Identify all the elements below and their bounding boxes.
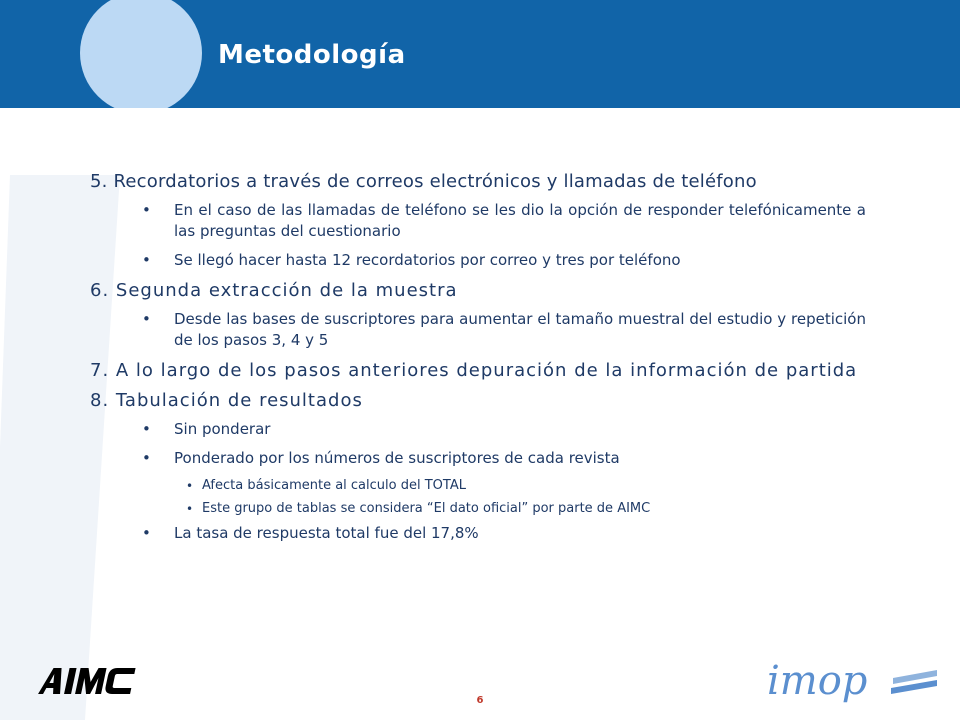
sub-sub-bullet-8-2-2: • Este grupo de tablas se considera “El dato oficial” por parte de AIMC xyxy=(186,501,651,516)
aimc-logo xyxy=(38,666,138,696)
list-item-5: 5. Recordatorios a través de correos electrónicos y llamadas de teléfono xyxy=(90,171,757,192)
header-bar xyxy=(0,0,960,108)
sub-bullet-5-2: • Se llegó hacer hasta 12 recordatorios por correo y tres por teléfono xyxy=(142,251,681,269)
sub-bullet-8-1: • Sin ponderar xyxy=(142,420,271,438)
sub-bullet-8-2: • Ponderado por los números de suscriptores de cada revista xyxy=(142,449,620,467)
sub-bullet-6-1: • Desde las bases de suscriptores para aumentar el tamaño muestral del estudio y repetición de los pasos 3, 4 y 5 xyxy=(142,310,866,349)
svg-text:imop: imop xyxy=(767,658,868,704)
bullet-icon: • xyxy=(186,502,194,516)
page-number: 6 xyxy=(476,695,484,706)
page-title: Metodología xyxy=(218,40,406,70)
content-body xyxy=(90,170,866,552)
bullet-icon: • xyxy=(142,449,151,467)
list-item-6: 6. Segunda extracción de la muestra xyxy=(90,280,458,301)
imop-logo xyxy=(765,656,940,706)
bullet-icon: • xyxy=(142,310,151,328)
sub-sub-bullet-8-2-1: • Afecta básicamente al calculo del TOTAL xyxy=(186,478,466,493)
bullet-icon: • xyxy=(142,251,151,269)
list-item-7: 7. A lo largo de los pasos anteriores depuración de la información de partida xyxy=(90,360,858,381)
bullet-icon: • xyxy=(142,524,151,542)
list-item-8: 8. Tabulación de resultados xyxy=(90,390,363,411)
bullet-icon: • xyxy=(142,201,151,219)
bullet-icon: • xyxy=(142,420,151,438)
bullet-icon: • xyxy=(186,479,194,493)
sub-bullet-5-1: • En el caso de las llamadas de teléfono se les dio la opción de responder telefónicamente a las preguntas del cuestionario xyxy=(142,201,866,240)
header-circle-decoration xyxy=(80,0,202,108)
sub-bullet-8-3: • La tasa de respuesta total fue del 17,8% xyxy=(142,524,479,542)
